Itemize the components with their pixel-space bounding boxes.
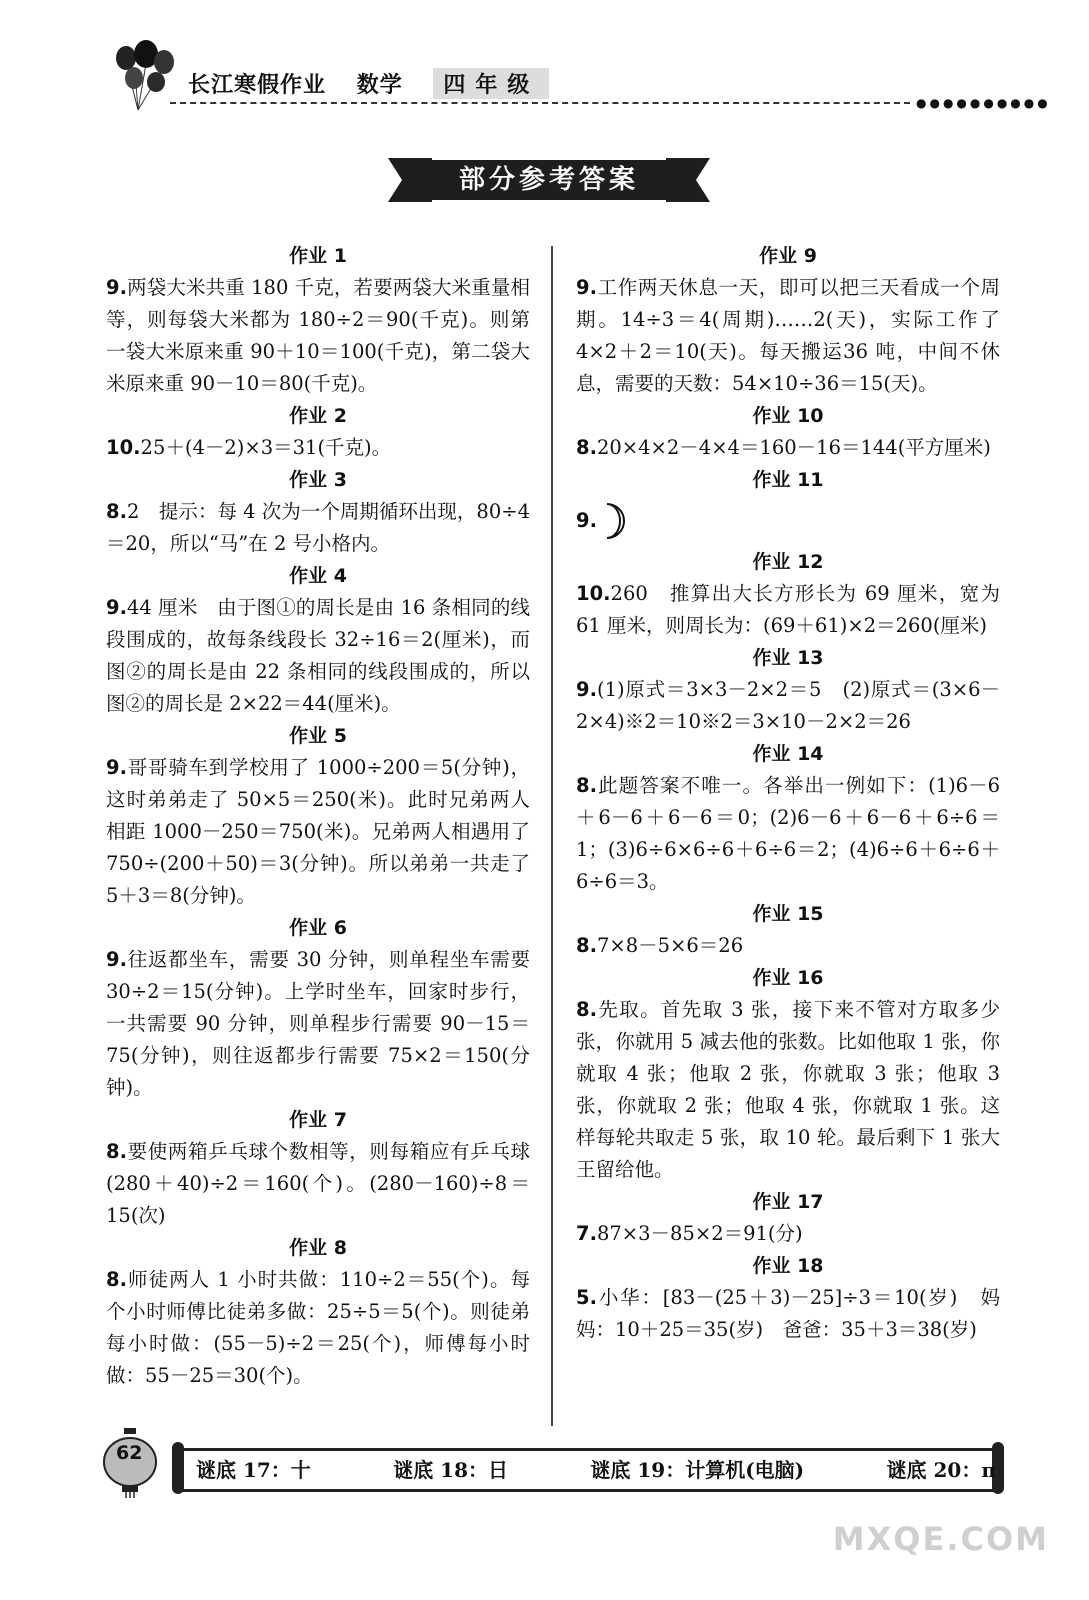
answer-item: [576, 578, 1000, 642]
header-dashed-line: [170, 102, 910, 104]
answers-left-column: [106, 240, 530, 1392]
answer-text: 师徒两人 1 小时共做：110÷2＝55(个)。每个小时师傅比徒弟多做：25÷5＝5(个)。则徒弟每小时做：(55－5)÷2＝25(个)，师傅每小时做：55－25＝30(个)。: [106, 1268, 530, 1387]
question-number: 8.: [576, 934, 597, 957]
watermark: MXQE.COM: [832, 1520, 1049, 1558]
answer-text: 7×8－5×6＝26: [596, 934, 744, 957]
answer-item: [106, 752, 530, 912]
assignment-title: 作业 1: [289, 245, 347, 267]
assignment-title: 作业 9: [759, 245, 817, 267]
page-header: [108, 40, 1051, 120]
answer-text: 此题答案不唯一。各举出一例如下：(1)6－6＋6－6＋6－6＝0；(2)6－6＋6－6＋6÷6＝1；(3)6÷6×6÷6＋6÷6＝2；(4)6÷6＋6÷6＋6÷6＝3。: [576, 774, 1000, 893]
header-grade: 四年级: [433, 68, 549, 99]
question-number: 8.: [576, 774, 597, 797]
answer-text: 20×4×2－4×4＝160－16＝144(平方厘米): [596, 436, 991, 459]
assignment-title: 作业 10: [752, 405, 824, 427]
answer-item: [576, 496, 1000, 546]
riddle-18: 谜底 18：日: [393, 1458, 508, 1482]
riddle-19: 谜底 19：计算机(电脑): [590, 1458, 805, 1482]
riddle-20: 谜底 20：π: [886, 1458, 996, 1482]
assignment-title: 作业 3: [289, 469, 347, 491]
answer-text: 工作两天休息一天，即可以把三天看成一个周期。14÷3＝4(周期)……2(天)，实际工作了 4×2＋2＝10(天)。每天搬运36 吨，中间不休息，需要的天数：54×10÷36＝15(天)。: [576, 276, 1000, 395]
answer-item: [576, 770, 1000, 898]
answer-item: [576, 930, 1000, 962]
page-number: 62: [116, 1442, 143, 1464]
answer-item: [106, 432, 530, 464]
banner-title: 部分参考答案: [426, 160, 672, 200]
assignment-title: 作业 18: [752, 1255, 824, 1277]
assignment-title: 作业 12: [752, 551, 824, 573]
answer-item: [576, 1282, 1000, 1346]
answer-text: 先取。首先取 3 张，接下来不管对方取多少张，你就用 5 减去他的张数。比如他取 1 张，你就取 4 张；他取 2 张，你就取 3 张；他取 3 张，你就取 2 张；他取 4 张，你就取 1 张。这样每轮共取走 5 张，取 10 轮。最后剩下 1 张大王留给他。: [576, 998, 1000, 1181]
answers-right-column: [576, 240, 1000, 1346]
section-banner: [388, 150, 710, 208]
crescent-moon-icon: [599, 501, 629, 541]
question-number: 10.: [106, 436, 141, 459]
assignment-title: 作业 8: [289, 1237, 347, 1259]
question-number: 9.: [576, 509, 597, 532]
answer-item: [106, 944, 530, 1104]
answer-text: 往返都坐车，需要 30 分钟，则单程坐车需要 30÷2＝15(分钟)。上学时坐车，回家时步行，一共需要 90 分钟，则单程步行需要 90－15＝75(分钟)，则往返都步行需要 75×2＝150(分钟)。: [106, 948, 530, 1099]
assignment-title: 作业 7: [289, 1109, 347, 1131]
answer-text: 2 提示：每 4 次为一个周期循环出现，80÷4＝20，所以“马”在 2 号小格内。: [106, 500, 530, 555]
question-number: 8.: [576, 436, 597, 459]
header-subject: 数学: [356, 73, 403, 98]
header-title: [188, 68, 571, 99]
question-number: 9.: [106, 276, 127, 299]
assignment-title: 作业 17: [752, 1191, 824, 1213]
question-number: 8.: [106, 500, 127, 523]
header-dots: ●●●●●●●●●●: [916, 96, 1051, 110]
question-number: 9.: [106, 756, 127, 779]
question-number: 7.: [576, 1222, 597, 1245]
answer-item: [576, 674, 1000, 738]
question-number: 9.: [106, 948, 127, 971]
question-number: 10.: [576, 582, 611, 605]
question-number: 9.: [106, 596, 127, 619]
question-number: 8.: [576, 998, 597, 1021]
answer-item: [106, 592, 530, 720]
riddle-answers: [196, 1454, 996, 1483]
assignment-title: 作业 6: [289, 917, 347, 939]
answer-text: 哥哥骑车到学校用了 1000÷200＝5(分钟)，这时弟弟走了 50×5＝250(米)。此时兄弟两人相距 1000－250＝750(米)。兄弟两人相遇用了 750÷(200＋50)＝3(分钟)。所以弟弟一共走了 5＋3＝8(分钟)。: [106, 756, 530, 907]
answer-item: [576, 994, 1000, 1186]
answer-text: 要使两箱乒乓球个数相等，则每箱应有乒乓球(280＋40)÷2＝160(个)。(280－160)÷8＝15(次): [106, 1140, 530, 1227]
answer-text: 87×3－85×2＝91(分): [596, 1222, 803, 1245]
answer-item: [576, 432, 1000, 464]
question-number: 9.: [576, 276, 597, 299]
header-series: 长江寒假作业: [188, 73, 327, 98]
answer-item: [106, 496, 530, 560]
answer-text: 两袋大米共重 180 千克，若要两袋大米重量相等，则每袋大米都为 180÷2＝90(千克)。则第一袋大米原来重 90＋10＝100(千克)，第二袋大米原来重 90－10＝80(千克)。: [106, 276, 530, 395]
page-footer: [100, 1420, 1010, 1510]
column-divider: [551, 246, 553, 1426]
assignment-title: 作业 5: [289, 725, 347, 747]
riddle-17: 谜底 17：十: [196, 1458, 311, 1482]
answer-item: [576, 1218, 1000, 1250]
answer-text: 44 厘米 由于图①的周长是由 16 条相同的线段围成的，故每条线段长 32÷16＝2(厘米)，而图②的周长是由 22 条相同的线段围成的，所以图②的周长是 2×22＝44(厘米)。: [106, 596, 530, 715]
answer-text: (1)原式＝3×3－2×2＝5 (2)原式＝(3×6－2×4)※2＝10※2＝3×10－2×2＝26: [576, 678, 1000, 733]
answer-text: 260 推算出大长方形长为 69 厘米，宽为 61 厘米，则周长为：(69＋61)×2＝260(厘米): [576, 582, 1000, 637]
answer-item: [106, 1136, 530, 1232]
assignment-title: 作业 15: [752, 903, 824, 925]
assignment-title: 作业 16: [752, 967, 824, 989]
assignment-title: 作业 4: [289, 565, 347, 587]
assignment-title: 作业 14: [752, 743, 824, 765]
balloons-icon: [108, 40, 178, 120]
assignment-title: 作业 13: [752, 647, 824, 669]
answer-text: 小华：[83－(25＋3)－25]÷3＝10(岁) 妈妈：10＋25＝35(岁) 爸爸：35＋3＝38(岁): [576, 1286, 1000, 1341]
answer-item: [576, 272, 1000, 400]
assignment-title: 作业 11: [752, 469, 824, 491]
answer-item: [106, 1264, 530, 1392]
assignment-title: 作业 2: [289, 405, 347, 427]
question-number: 8.: [106, 1268, 127, 1291]
question-number: 8.: [106, 1140, 127, 1163]
answer-item: [106, 272, 530, 400]
question-number: 5.: [576, 1286, 597, 1309]
question-number: 9.: [576, 678, 597, 701]
answer-text: 25＋(4－2)×3＝31(千克)。: [140, 436, 392, 459]
